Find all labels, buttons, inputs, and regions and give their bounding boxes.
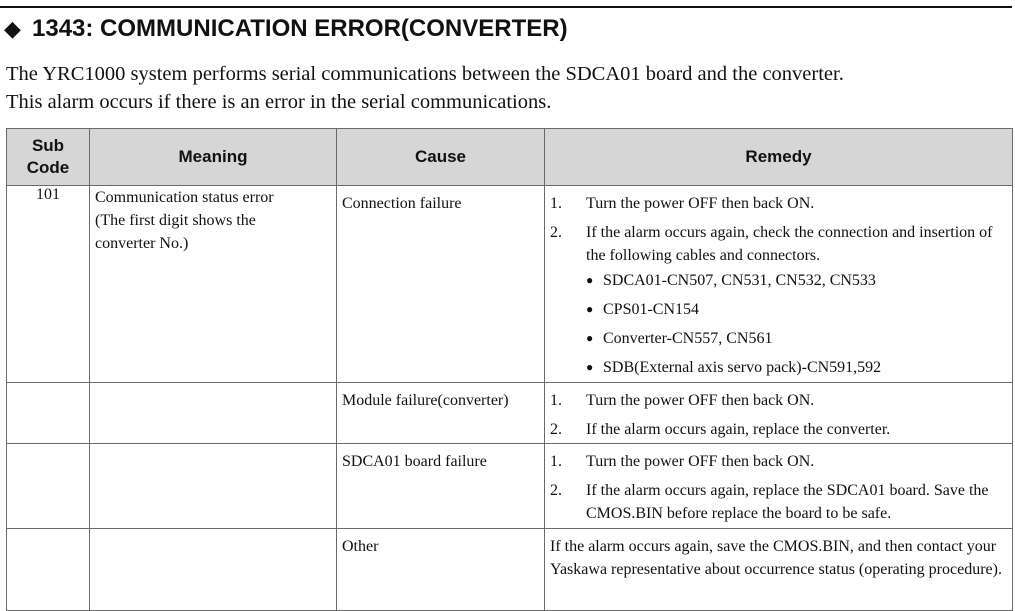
cause-text: SDCA01 board failure [342,453,487,470]
intro-line: This alarm occurs if there is an error in the serial communications. [6,91,552,113]
meaning-cell [90,444,337,529]
bullet-dot-icon: ● [586,302,594,316]
bullet-dot-icon: ● [586,360,594,374]
sub-code-cell [7,444,90,529]
connector-item: ● Converter-CN557, CN561 [586,327,1006,350]
remedy-cell [545,186,1013,383]
top-rule [0,6,1012,8]
remedy-cell [545,444,1013,529]
remedy-step: 2. If the alarm occurs again, replace the SDCA01 board. Save the CMOS.BIN before replace the board to be safe. [550,482,989,522]
cause-cell [337,444,545,529]
cause-cell [337,383,545,444]
connector-item: ● SDB(External axis servo pack)-CN591,592 [586,356,1006,379]
remedy-cell [545,383,1013,444]
bullet-dot-icon: ● [586,331,594,345]
table-header-row [7,129,1013,186]
alarm-table [6,128,1013,611]
table-row [7,186,1013,383]
header-remedy: Remedy [545,129,1013,186]
sub-code-value: 101 [36,186,60,203]
table-row [7,444,1013,529]
header-meaning: Meaning [90,129,337,186]
cause-text: Other [342,538,379,555]
alarm-title: 1343: COMMUNICATION ERROR(CONVERTER) [32,15,568,42]
remedy-text: If the alarm occurs again, save the CMOS.BIN, and then contact your Yaskawa representative about occurrence status (operating procedure). [550,538,1002,578]
meaning-cell [90,529,337,611]
diamond-bullet-icon: ◆ [4,16,21,41]
cause-cell [337,186,545,383]
meaning-text: Communication status error (The first digit shows the converter No.) [95,189,274,252]
remedy-cell [545,529,1013,611]
bullet-dot-icon: ● [586,273,594,287]
alarm-heading [4,14,568,44]
remedy-step: 1. Turn the power OFF then back ON. [550,453,815,470]
cause-text: Module failure(converter) [342,392,509,409]
cause-text: Connection failure [342,195,462,212]
header-cause: Cause [337,129,545,186]
intro-line: The YRC1000 system performs serial communications between the SDCA01 board and the converter. [6,63,844,85]
meaning-cell [90,186,337,383]
cause-cell [337,529,545,611]
remedy-step: 1. Turn the power OFF then back ON. [550,195,815,212]
meaning-cell [90,383,337,444]
intro-paragraph [6,60,844,116]
header-sub-code: Sub Code [7,129,90,186]
sub-code-cell [7,529,90,611]
sub-code-cell [7,383,90,444]
connector-item: ● SDCA01-CN507, CN531, CN532, CN533 [586,269,1006,292]
remedy-step: 2. If the alarm occurs again, replace the converter. [550,421,891,438]
remedy-step: 2. If the alarm occurs again, check the connection and insertion of the following cables and connectors. [550,224,993,264]
table-row [7,529,1013,611]
sub-code-cell [7,186,90,383]
table-row [7,383,1013,444]
connector-item: ● CPS01-CN154 [586,298,1006,321]
remedy-step: 1. Turn the power OFF then back ON. [550,392,815,409]
